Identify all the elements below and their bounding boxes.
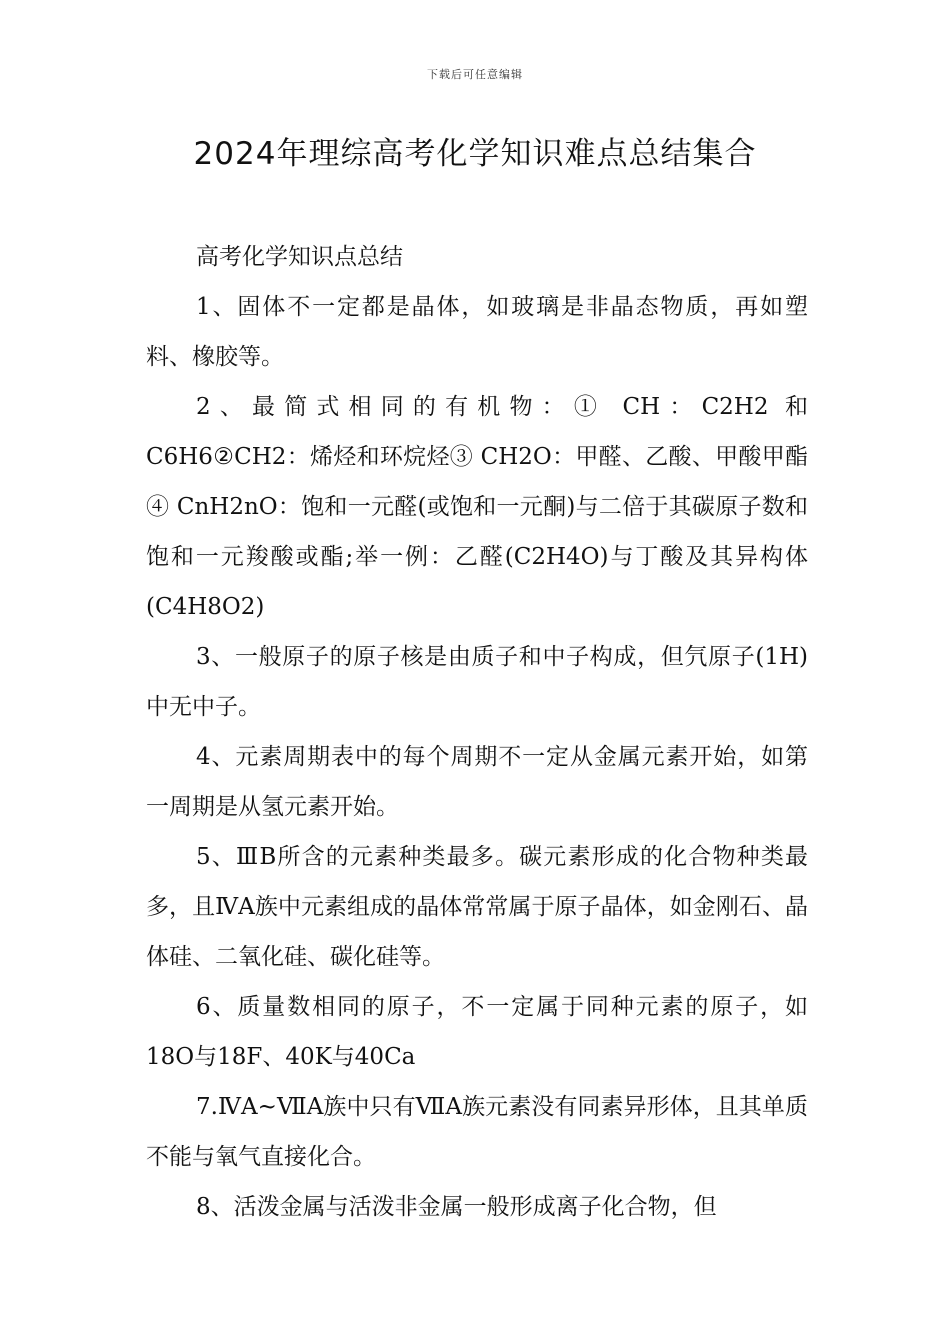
document-body	[146, 232, 808, 1232]
document-title: 2024年理综高考化学知识难点总结集合	[193, 136, 757, 172]
paragraph-8: 8、活泼金属与活泼非金属一般形成离子化合物，但	[196, 1194, 717, 1220]
paragraph-7: 7.ⅣA~ⅦA族中只有ⅦA族元素没有同素异形体，且其单质不能与氧气直接化合。	[146, 1094, 808, 1170]
paragraph-3: 3、一般原子的原子核是由质子和中子构成，但氕原子(1H)中无中子。	[146, 644, 808, 720]
paragraph-2: 2、最简式相同的有机物：① CH：C2H2 和 C6H6②CH2：烯烃和环烷烃③ CH2O：甲醛、乙酸、甲酸甲酯④ CnH2nO：饱和一元醛(或饱和一元酮)与二倍于其碳原子数和饱和一元羧酸或酯;举一例：乙醛(C2H4O)与丁酸及其异构体(C4H8O2)	[146, 394, 808, 620]
section-heading: 高考化学知识点总结	[196, 244, 403, 270]
paragraph-1: 1、固体不一定都是晶体，如玻璃是非晶态物质，再如塑料、橡胶等。	[146, 294, 808, 370]
header-note: 下载后可任意编辑	[427, 68, 523, 81]
paragraph-6: 6、质量数相同的原子，不一定属于同种元素的原子，如18O与18F、40K与40Ca	[146, 994, 808, 1070]
paragraph-4: 4、元素周期表中的每个周期不一定从金属元素开始，如第一周期是从氢元素开始。	[146, 744, 808, 820]
paragraph-5: 5、ⅢB所含的元素种类最多。碳元素形成的化合物种类最多，且ⅣA族中元素组成的晶体常常属于原子晶体，如金刚石、晶体硅、二氧化硅、碳化硅等。	[146, 844, 808, 970]
